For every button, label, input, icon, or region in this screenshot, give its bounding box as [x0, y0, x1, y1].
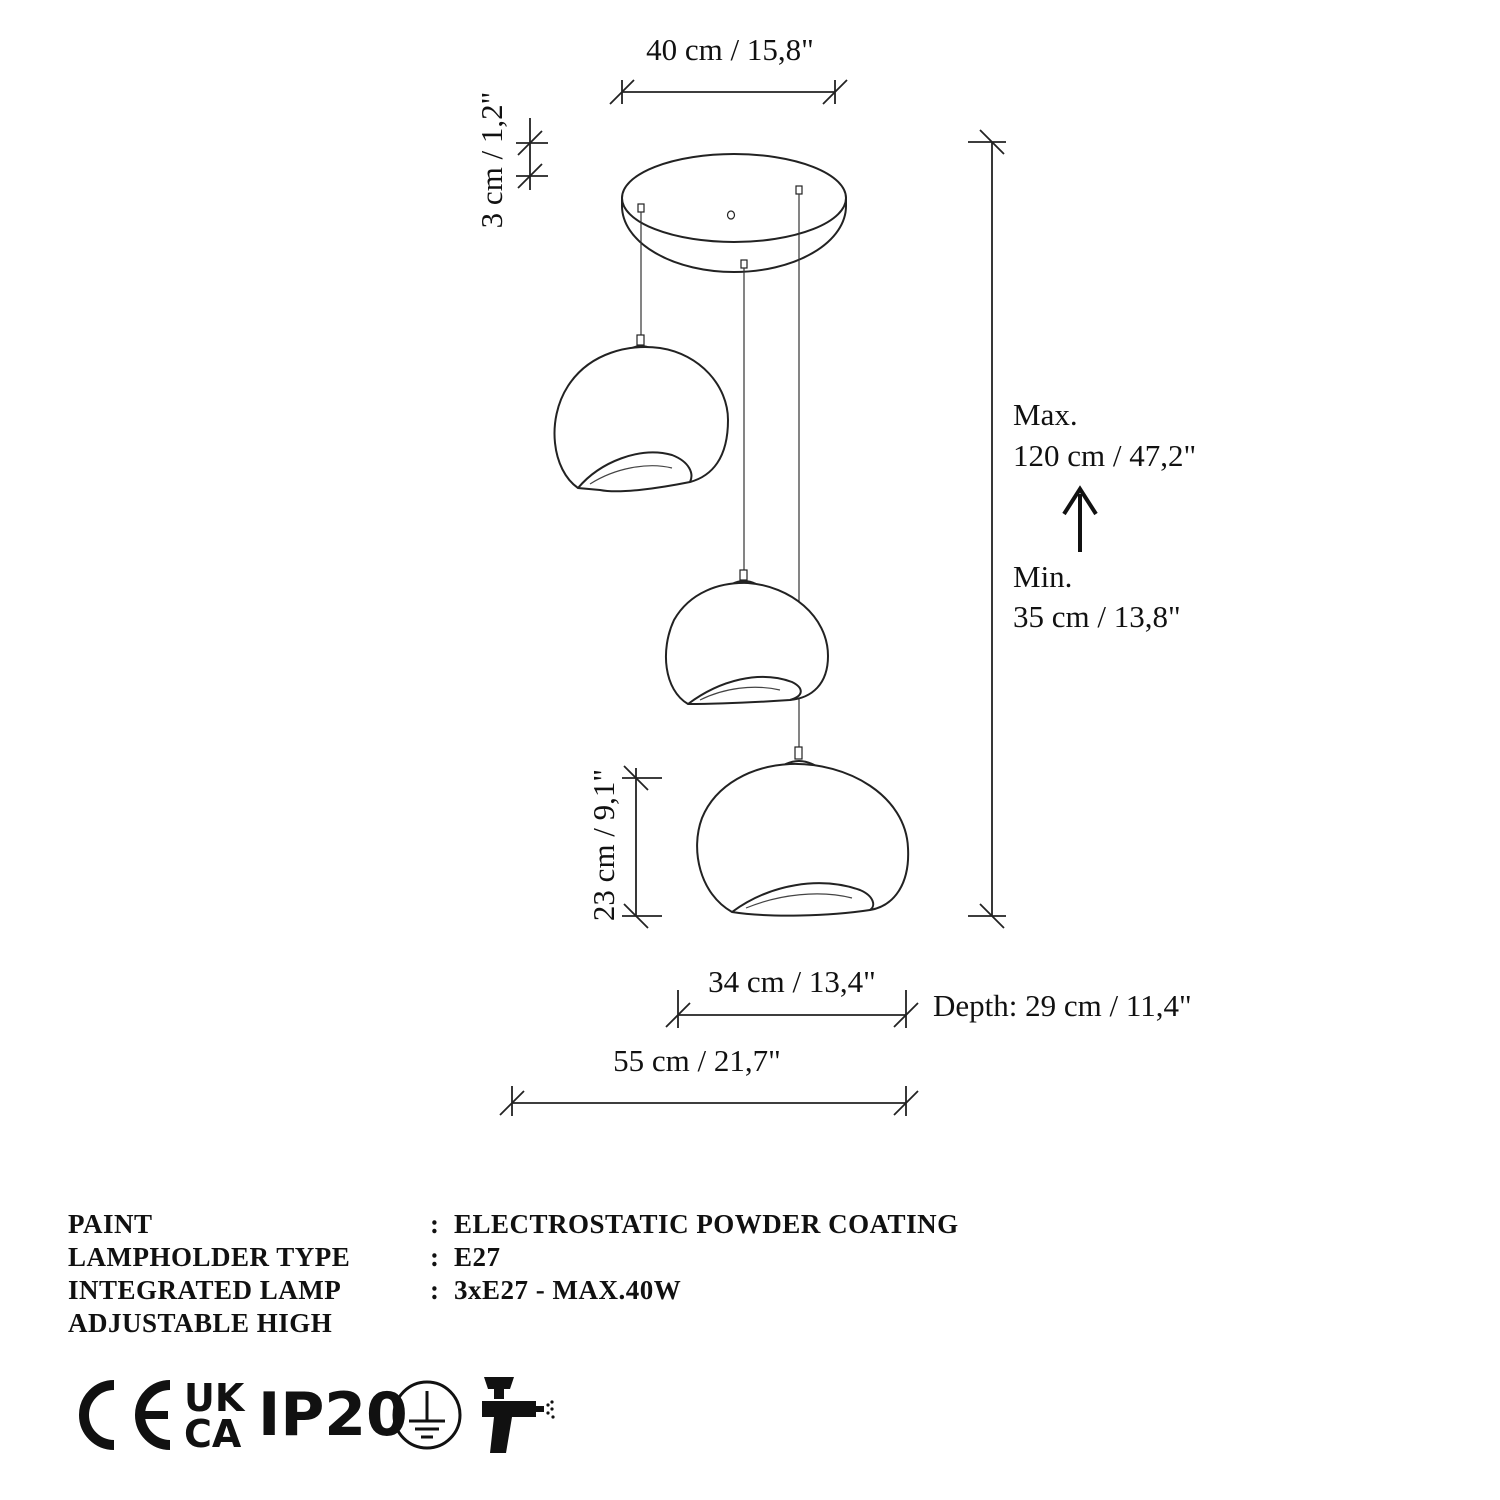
overall-width-dimension [500, 1043, 918, 1116]
min-label: Min. [1013, 559, 1073, 594]
ukca-top: UK [184, 1376, 245, 1420]
shade-width-label: 34 cm / 13,4" [708, 964, 876, 999]
canopy-height-label: 3 cm / 1,2" [474, 91, 509, 229]
spec-key: LAMPHOLDER TYPE [68, 1242, 351, 1272]
spec-row-adjustable [68, 1307, 959, 1340]
spec-value: ELECTROSTATIC POWDER COATING [454, 1209, 959, 1239]
ukca-bottom: CA [184, 1412, 242, 1456]
spec-row-integrated-lamp [68, 1274, 959, 1307]
pendant-shade-2 [666, 570, 828, 704]
earth-ground-icon [390, 1375, 464, 1455]
canopy-diameter-dimension [610, 32, 847, 104]
ukca-mark-icon [184, 1376, 254, 1460]
shade-height-label: 23 cm / 9,1" [586, 768, 621, 922]
spec-value: 3xE27 - MAX.40W [454, 1275, 682, 1305]
overall-width-label: 55 cm / 21,7" [613, 1043, 781, 1078]
ceiling-canopy [622, 154, 846, 272]
spec-key: INTEGRATED LAMP [68, 1275, 342, 1305]
ce-mark-text: CE [70, 1375, 72, 1376]
spec-separator: : [430, 1209, 440, 1239]
max-label: Max. [1013, 397, 1078, 432]
depth-label: Depth: 29 cm / 11,4" [933, 988, 1192, 1023]
spec-key: ADJUSTABLE HIGH [68, 1308, 333, 1338]
shade-width-dimension [666, 964, 1192, 1028]
ce-mark-icon [70, 1375, 180, 1455]
shade-height-dimension [586, 766, 662, 928]
ip-rating: IP20 [258, 1380, 408, 1450]
spec-separator: : [430, 1242, 440, 1272]
min-value: 35 cm / 13,8" [1013, 599, 1181, 634]
spec-row-lampholder [68, 1241, 959, 1274]
spec-table [68, 1208, 959, 1340]
spray-gun-icon [476, 1375, 556, 1455]
spec-key: PAINT [68, 1209, 153, 1239]
max-value: 120 cm / 47,2" [1013, 438, 1197, 473]
up-arrow-icon [1064, 489, 1096, 552]
canopy-height-dimension [474, 92, 548, 229]
spec-row-paint [68, 1208, 959, 1241]
canopy-diameter-label: 40 cm / 15,8" [646, 32, 814, 67]
height-range-dimension [968, 130, 1196, 928]
pendant-shade-1 [555, 335, 728, 491]
spec-value: E27 [454, 1242, 501, 1272]
pendant-shade-3 [697, 747, 908, 916]
spec-separator: : [430, 1275, 440, 1305]
